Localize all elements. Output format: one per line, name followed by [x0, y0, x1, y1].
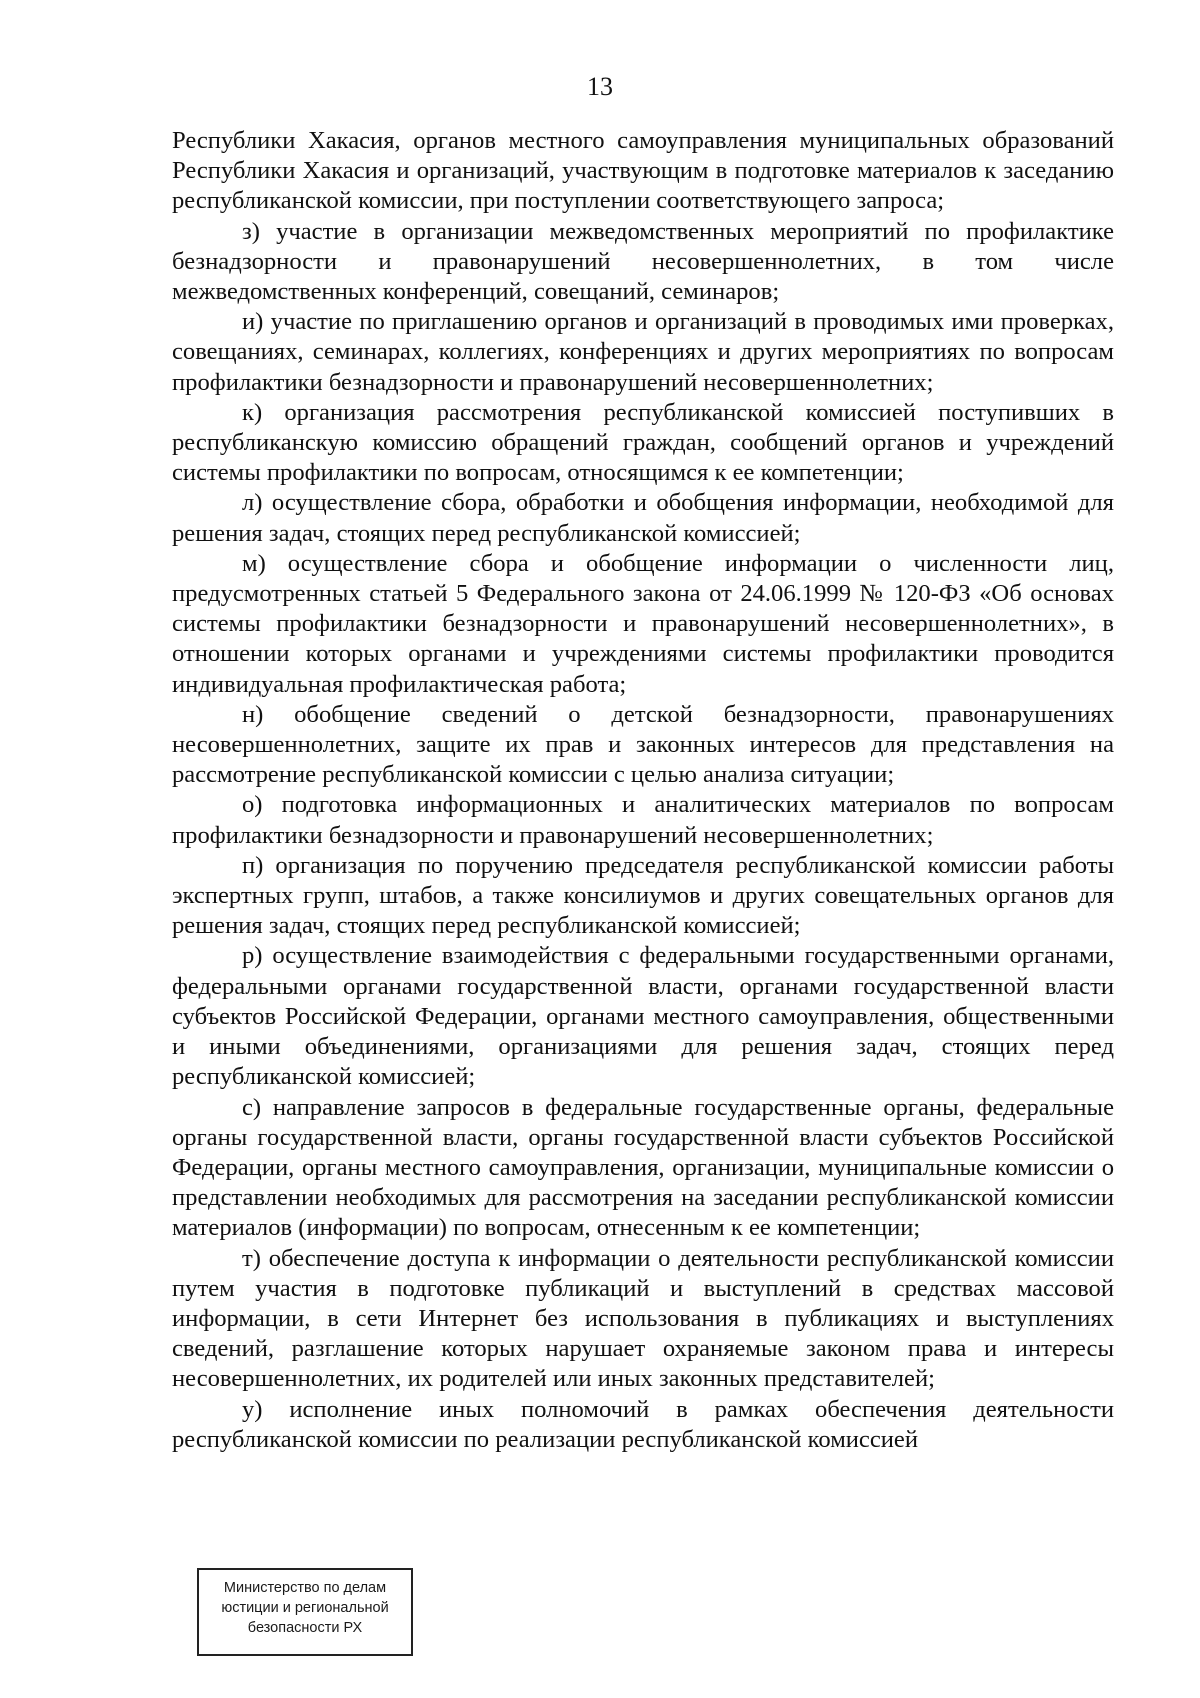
paragraph-u: у) исполнение иных полномочий в рамках обеспечения деятельности республиканской комиссии по реализации республиканской комиссией — [172, 1395, 1114, 1453]
paragraph-t: т) обеспечение доступа к информации о деятельности республиканской комиссии путем участия в подготовке публикаций и выступлений в средствах массовой информации, в сети Интернет без использования в публикациях и выступлениях сведений, разглашение которых нарушает охраняемые законом права и интересы несовершеннолетних, их родителей или иных законных представителей; — [172, 1244, 1114, 1393]
paragraph-continuation: Республики Хакасия, органов местного самоуправления муниципальных образований Республики Хакасия и организаций, участвующим в подготовке материалов к заседанию республиканской комиссии, при поступлении соответствующего запроса; — [172, 127, 1114, 215]
paragraph-l: л) осуществление сбора, обработки и обобщения информации, необходимой для решения задач, стоящих перед республиканской комиссией; — [172, 489, 1114, 547]
paragraph-i: и) участие по приглашению органов и организаций в проводимых ими проверках, совещаниях, семинарах, коллегиях, конференциях и других мероприятиях по вопросам профилактики безнадзорности и правонарушений несовершеннолетних; — [172, 308, 1114, 396]
paragraph-o: о) подготовка информационных и аналитических материалов по вопросам профилактики безнадзорности и правонарушений несовершеннолетних; — [172, 791, 1114, 849]
paragraph-s: с) направление запросов в федеральные государственные органы, федеральные органы государственной власти, органы государственной власти субъектов Российской Федерации, органы местного самоуправления, организации, муниципальные комиссии о представлении необходимых для рассмотрения на заседании республиканской комиссии материалов (информации) по вопросам, отнесенным к ее компетенции; — [172, 1093, 1114, 1242]
page-number: 13 — [587, 72, 613, 101]
stamp-line: юстиции и региональной — [221, 1600, 389, 1616]
paragraph-r: р) осуществление взаимодействия с федеральными государственными органами, федеральными органами государственной власти, органами государственной власти субъектов Российской Федерации, органами местного самоуправления, общественными и иными объединениями, организациями для решения задач, стоящих перед республиканской комиссией; — [172, 942, 1114, 1091]
paragraph-z: з) участие в организации межведомственных мероприятий по профилактике безнадзорности и правонарушений несовершеннолетних, в том числе межведомственных конференций, совещаний, семинаров; — [172, 217, 1114, 306]
paragraph-k: к) организация рассмотрения республиканской комиссией поступивших в республиканскую комиссию обращений граждан, сообщений органов и учреждений системы профилактики по вопросам, относящимся к ее компетенции; — [172, 398, 1114, 487]
paragraph-n: н) обобщение сведений о детской безнадзорности, правонарушениях несовершеннолетних, защите их прав и законных интересов для представления на рассмотрение республиканской комиссии с целью анализа ситуации; — [172, 700, 1114, 789]
paragraph-m: м) осуществление сбора и обобщение информации о численности лиц, предусмотренных статьей 5 Федерального закона от 24.06.1999 № 120-ФЗ «Об основах системы профилактики безнадзорности и правонарушений несовершеннолетних», в отношении которых органами и учреждениями системы профилактики проводится индивидуальная профилактическая работа; — [172, 549, 1114, 698]
stamp-line: безопасности РХ — [247, 1620, 363, 1636]
registration-stamp — [197, 1568, 413, 1656]
document-body — [172, 126, 1114, 1455]
paragraph-p: п) организация по поручению председателя республиканской комиссии работы экспертных групп, штабов, а также консилиумов и других совещательных органов для решения задач, стоящих перед республиканской комиссией; — [172, 851, 1114, 940]
stamp-line: Министерство по делам — [223, 1580, 387, 1596]
